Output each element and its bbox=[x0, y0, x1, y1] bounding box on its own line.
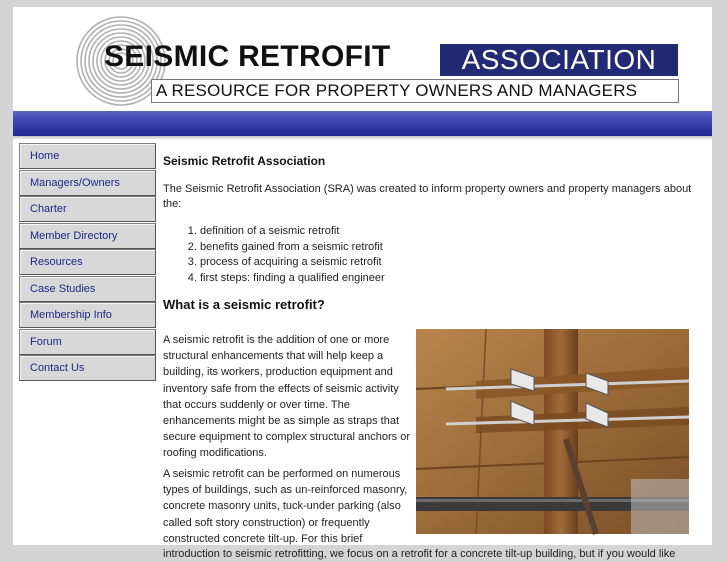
nav-item-charter[interactable]: Charter bbox=[19, 196, 156, 222]
list-item: 3. process of acquiring a seismic retrofit bbox=[200, 255, 693, 271]
nav-item-member-directory[interactable]: Member Directory bbox=[19, 223, 156, 249]
list-item: 2. benefits gained from a seismic retrofit bbox=[200, 240, 693, 256]
intro-paragraph: The Seismic Retrofit Association (SRA) was created to inform property owners and property managers about the: bbox=[163, 183, 692, 210]
page bbox=[13, 7, 712, 560]
body-paragraph-continued: introduction to seismic retrofitting, we focus on a retrofit for a concrete tilt-up building, but if you would like bbox=[163, 548, 676, 560]
site-header bbox=[13, 7, 712, 110]
header-bar-shadow bbox=[13, 136, 712, 140]
nav-item-resources[interactable]: Resources bbox=[19, 249, 156, 275]
retrofit-photo bbox=[416, 329, 689, 534]
main-content bbox=[163, 143, 693, 560]
site-tagline: A RESOURCE FOR PROPERTY OWNERS AND MANAGERS bbox=[151, 79, 679, 103]
page-title: Seismic Retrofit Association bbox=[163, 154, 326, 168]
site-title-association: ASSOCIATION bbox=[440, 44, 678, 76]
body-paragraph-building-types: A seismic retrofit can be performed on numerous types of buildings, such as un-reinforced masonry, concrete masonry units, tuck-under parking (also called soft story construction) or frequently constructed concrete tilt-up. For this brief bbox=[163, 468, 408, 545]
section-heading: What is a seismic retrofit? bbox=[163, 297, 325, 312]
nav-item-managers-owners[interactable]: Managers/Owners bbox=[19, 170, 156, 196]
nav-item-membership-info[interactable]: Membership Info bbox=[19, 302, 156, 328]
nav-item-home[interactable]: Home bbox=[19, 143, 156, 169]
nav-item-case-studies[interactable]: Case Studies bbox=[19, 276, 156, 302]
nav-item-contact-us[interactable]: Contact Us bbox=[19, 355, 156, 381]
topics-list bbox=[163, 224, 693, 286]
site-title: SEISMIC RETROFIT bbox=[104, 40, 391, 73]
body-paragraph-definition: A seismic retrofit is the addition of one or more structural enhancements that will help keep a building, its workers, production equipment and inventory safe from the effects of seismic activity that occurs suddenly or over time. The enhancements might be as simple as straps that secure equipment to complex structural anchors or roofing modifications. bbox=[163, 334, 411, 460]
header-bar bbox=[13, 111, 712, 136]
list-item: 4. first steps: finding a qualified engineer bbox=[200, 271, 693, 287]
nav-item-forum[interactable]: Forum bbox=[19, 329, 156, 355]
list-item: 1. definition of a seismic retrofit bbox=[200, 224, 693, 240]
sidebar-nav bbox=[19, 143, 156, 382]
